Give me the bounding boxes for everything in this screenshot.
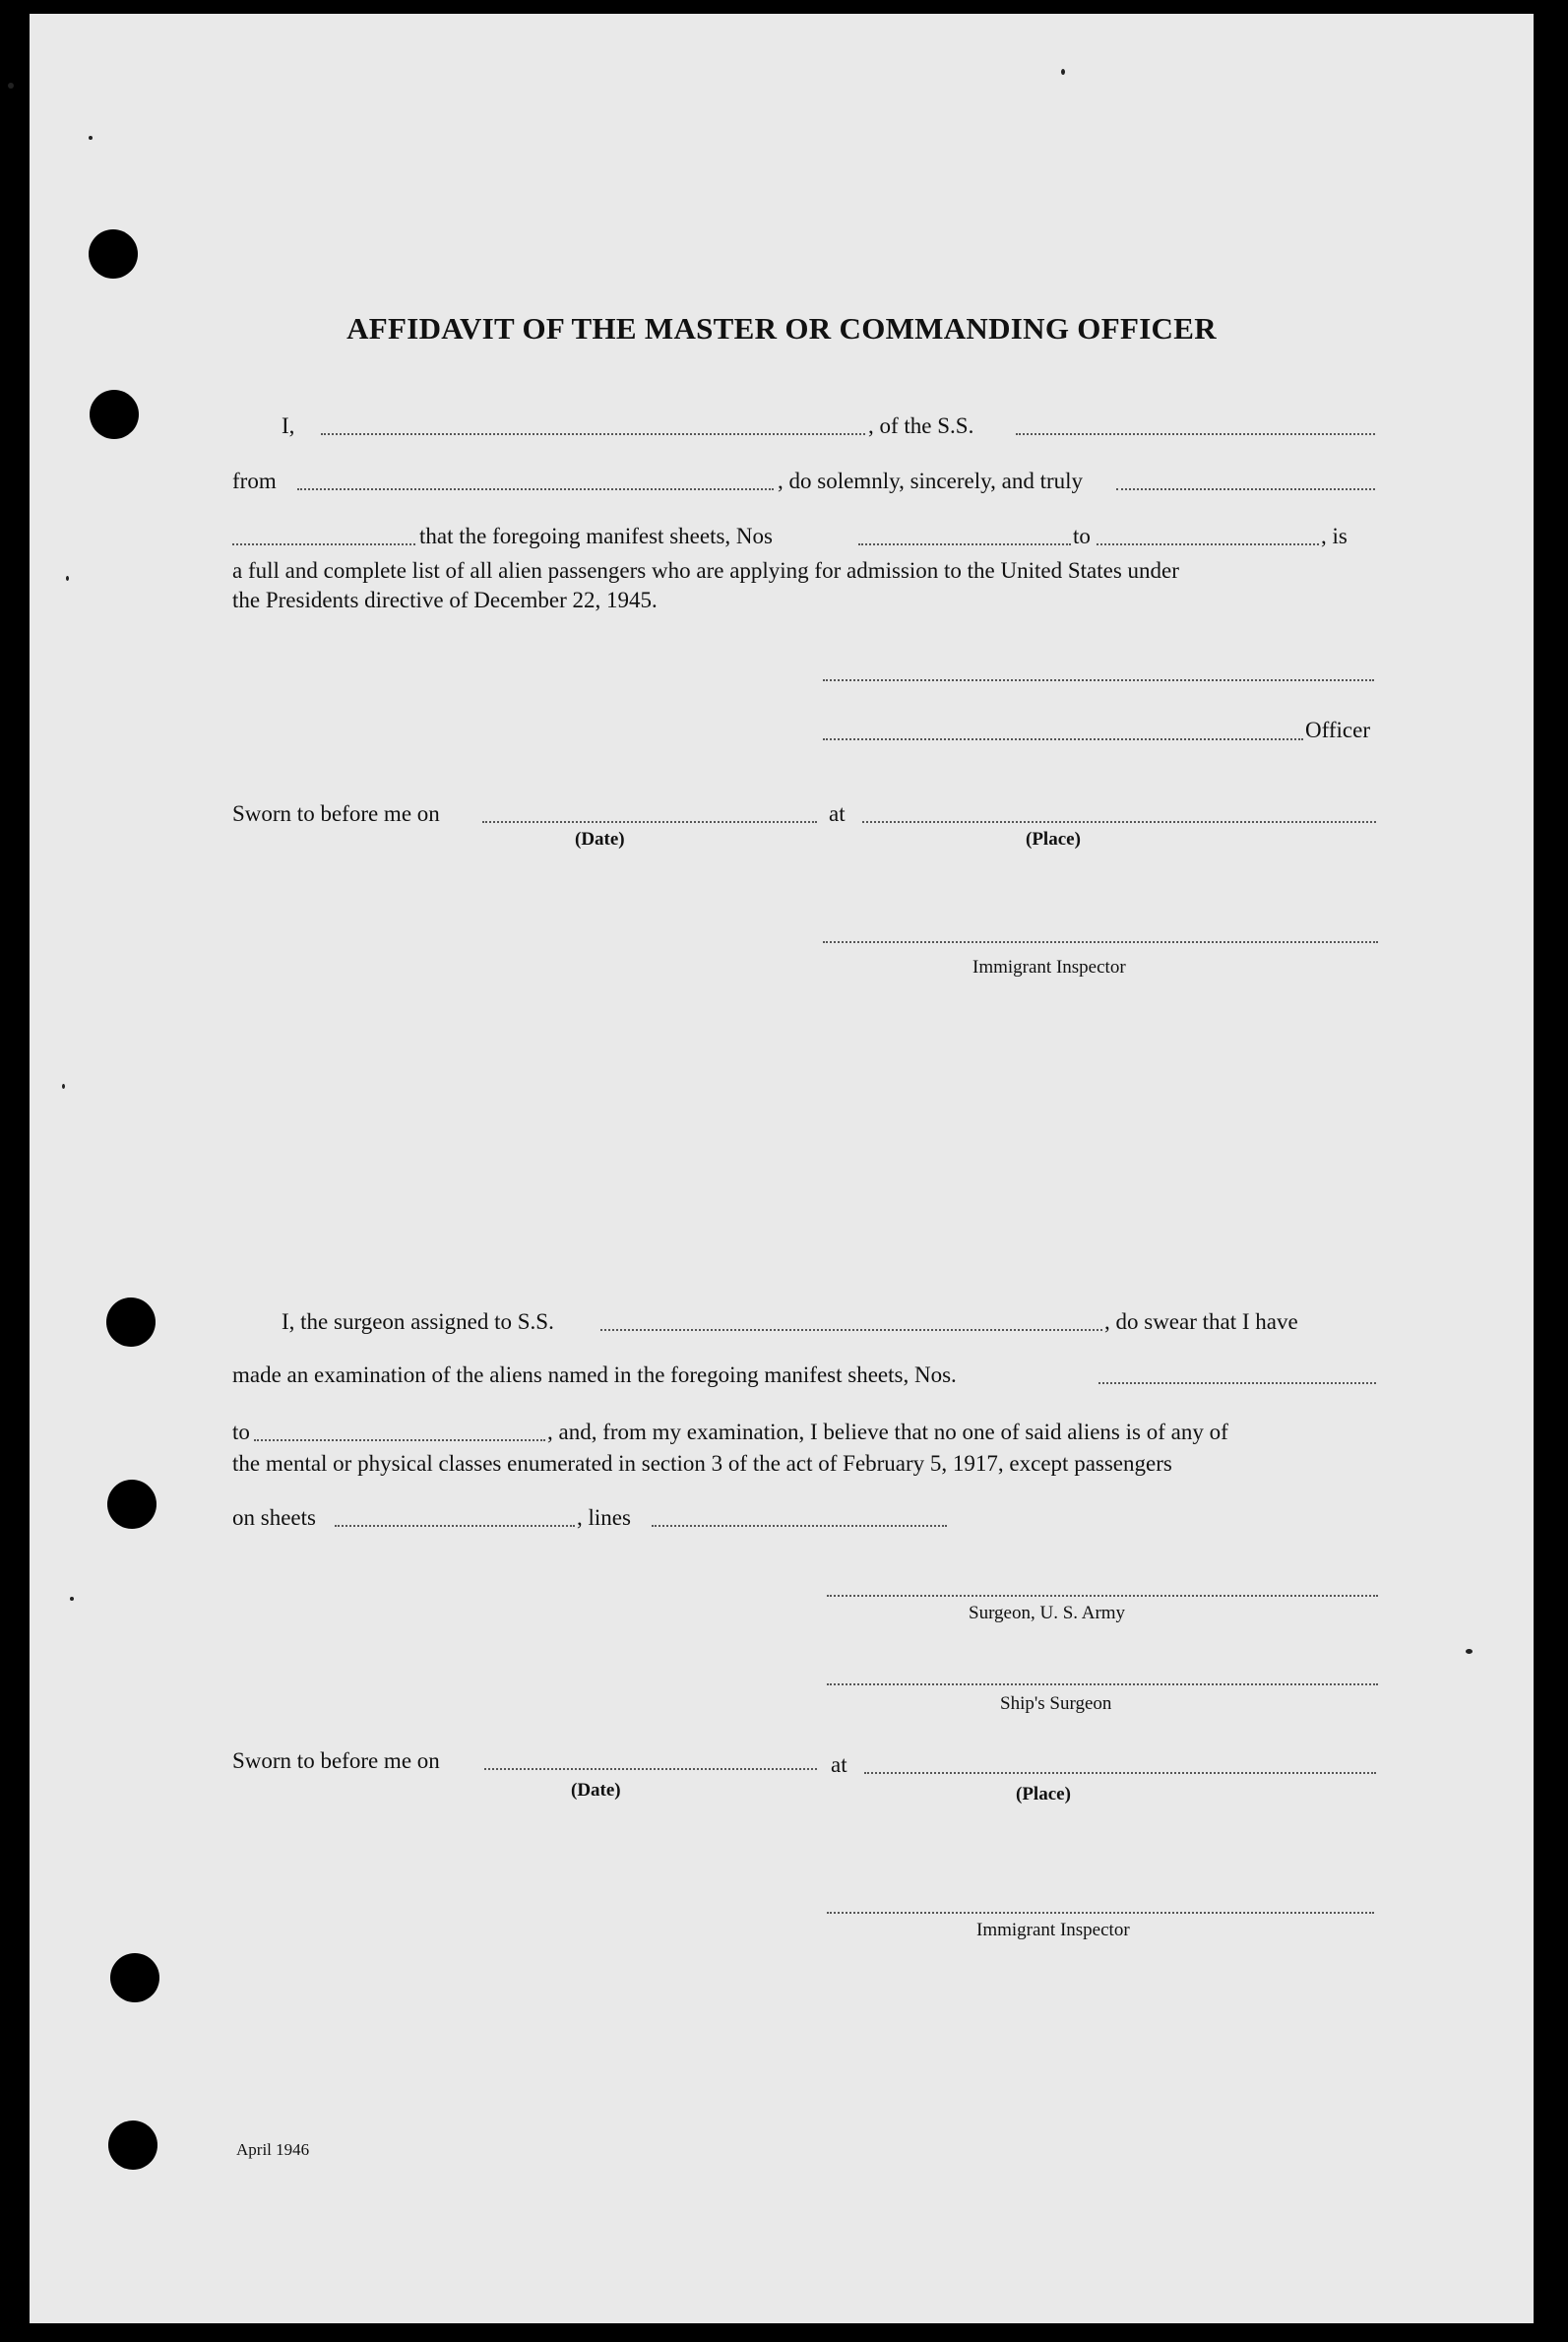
surgeon-at: at bbox=[831, 1752, 847, 1777]
master-is: , is bbox=[1321, 524, 1348, 548]
speck bbox=[66, 576, 69, 581]
excepted-sheets-field[interactable] bbox=[335, 1525, 575, 1527]
master-sworn-place-field[interactable] bbox=[862, 821, 1376, 823]
master-to: to bbox=[1073, 524, 1091, 548]
master-sworn-date-field[interactable] bbox=[482, 821, 817, 823]
surgeon-line1: I, the surgeon assigned to S.S. bbox=[282, 1309, 554, 1334]
port-field[interactable] bbox=[297, 488, 774, 490]
surgeon-date-caption: (Date) bbox=[571, 1780, 621, 1801]
surgeon-line2: made an examination of the aliens named in the foregoing manifest sheets, Nos. bbox=[232, 1362, 957, 1387]
punch-hole bbox=[106, 1298, 156, 1347]
master-sworn: Sworn to before me on bbox=[232, 801, 440, 826]
surgeon-line1-end: , do swear that I have bbox=[1104, 1309, 1298, 1334]
surgeon-sheet-to-field[interactable] bbox=[254, 1439, 545, 1441]
surgeon-lines: , lines bbox=[577, 1505, 631, 1530]
officer-signature-line1[interactable] bbox=[823, 679, 1374, 681]
master-line4: a full and complete list of all alien passengers who are applying for admission to the United States under bbox=[232, 558, 1179, 583]
surgeon-line4: the mental or physical classes enumerated in section 3 of the act of February 5, 1917, except passengers bbox=[232, 1451, 1172, 1476]
army-surgeon-label: Surgeon, U. S. Army bbox=[969, 1603, 1126, 1623]
punch-hole bbox=[107, 1480, 157, 1529]
form-title: AFFIDAVIT OF THE MASTER OR COMMANDING OFFICER bbox=[346, 311, 1217, 346]
master-of-ss: , of the S.S. bbox=[868, 413, 974, 438]
surgeon-inspector-signature[interactable] bbox=[827, 1912, 1374, 1914]
master-from: from bbox=[232, 469, 277, 493]
speck bbox=[8, 83, 14, 89]
surgeon-place-caption: (Place) bbox=[1016, 1784, 1071, 1804]
oath-field[interactable] bbox=[1116, 488, 1375, 490]
officer-signature-line2[interactable] bbox=[823, 738, 1303, 740]
punch-hole bbox=[89, 229, 138, 279]
army-surgeon-signature[interactable] bbox=[827, 1595, 1378, 1597]
punch-hole bbox=[110, 1953, 159, 2002]
speck bbox=[62, 1084, 65, 1089]
excepted-lines-field[interactable] bbox=[652, 1525, 947, 1527]
master-foregoing: that the foregoing manifest sheets, Nos bbox=[419, 524, 773, 548]
master-inspector-label: Immigrant Inspector bbox=[972, 957, 1126, 978]
form-page bbox=[30, 14, 1534, 2323]
ship-surgeon-signature[interactable] bbox=[827, 1683, 1378, 1685]
sheet-from-field[interactable] bbox=[858, 543, 1071, 545]
surgeon-line3-rest: , and, from my examination, I believe that no one of said aliens is of any of bbox=[547, 1420, 1228, 1444]
surgeon-to: to bbox=[232, 1420, 250, 1444]
surgeon-sworn: Sworn to before me on bbox=[232, 1748, 440, 1773]
surgeon-on-sheets: on sheets bbox=[232, 1505, 316, 1530]
oath-word-field[interactable] bbox=[232, 543, 415, 545]
punch-hole bbox=[108, 2120, 157, 2170]
speck bbox=[1061, 69, 1065, 75]
speck bbox=[70, 1597, 74, 1601]
punch-hole bbox=[90, 390, 139, 439]
surgeon-inspector-label: Immigrant Inspector bbox=[976, 1920, 1130, 1940]
officer-label: Officer bbox=[1305, 718, 1370, 742]
master-solemnly: , do solemnly, sincerely, and truly bbox=[778, 469, 1084, 493]
footer-date: April 1946 bbox=[236, 2140, 310, 2159]
master-date-caption: (Date) bbox=[575, 829, 625, 850]
surgeon-ship-field[interactable] bbox=[600, 1329, 1102, 1331]
surgeon-sworn-place-field[interactable] bbox=[864, 1772, 1376, 1774]
sheet-to-field[interactable] bbox=[1097, 543, 1319, 545]
master-line5: the Presidents directive of December 22, 1945. bbox=[232, 588, 658, 612]
ship-surgeon-label: Ship's Surgeon bbox=[1000, 1693, 1112, 1714]
master-inspector-signature[interactable] bbox=[823, 941, 1378, 943]
speck bbox=[89, 136, 93, 140]
master-at: at bbox=[829, 801, 846, 826]
ship-name-field[interactable] bbox=[1016, 433, 1375, 435]
speck bbox=[1466, 1649, 1473, 1654]
master-i: I, bbox=[282, 413, 295, 438]
surgeon-sheet-from-field[interactable] bbox=[1098, 1382, 1376, 1384]
master-name-field[interactable] bbox=[321, 433, 865, 435]
surgeon-sworn-date-field[interactable] bbox=[484, 1768, 817, 1770]
master-place-caption: (Place) bbox=[1026, 829, 1081, 850]
